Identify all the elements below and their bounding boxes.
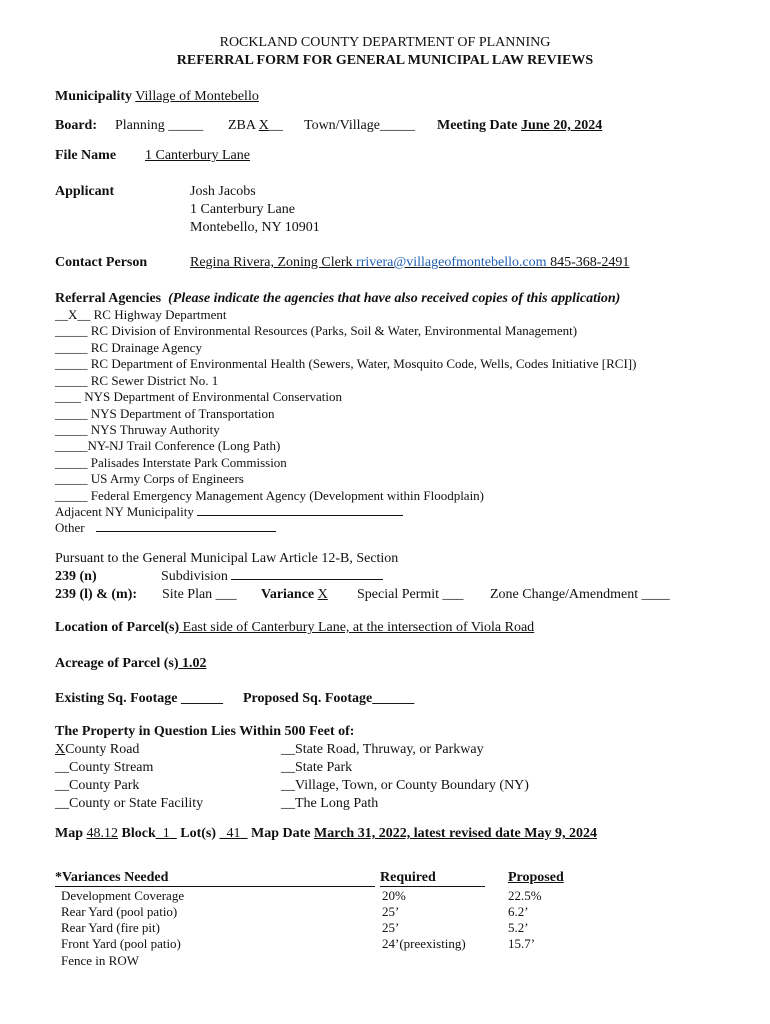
adjacent-municipality xyxy=(55,504,403,520)
within-county-stream-mark: __ xyxy=(55,760,69,775)
applicant-name: Josh Jacobs xyxy=(190,184,256,199)
contact-name: Regina Rivera, Zoning Clerk xyxy=(190,255,353,270)
within-state-park xyxy=(281,759,352,777)
section-239n: 239 (n) xyxy=(55,569,97,584)
lot-value: _41_ xyxy=(219,826,248,841)
municipality-row xyxy=(55,88,259,106)
variance-required: 20% xyxy=(382,888,406,903)
within-state-road-text: State Road, Thruway, or Parkway xyxy=(295,742,484,757)
zone-change: Zone Change/Amendment ____ xyxy=(490,587,670,602)
variance-item: Development Coverage xyxy=(61,888,185,903)
special-permit: Special Permit ___ xyxy=(357,587,464,602)
variance-required: 25’ xyxy=(382,920,400,935)
site-plan: Site Plan ___ xyxy=(162,587,237,602)
location-label: Location of Parcel(s) xyxy=(55,620,180,635)
location-row xyxy=(55,619,534,637)
board-planning: Planning _____ xyxy=(115,118,204,133)
agency-nys-dot: _____ NYS Department of Transportation xyxy=(55,406,275,421)
agency-nys-thruway: _____ NYS Thruway Authority xyxy=(55,422,220,437)
variance-proposed: 6.2’ xyxy=(508,904,529,919)
agency-fema: _____ Federal Emergency Management Agency (Development within Floodplain) xyxy=(55,488,485,503)
board-town-village: Town/Village_____ xyxy=(304,118,415,133)
meeting-date-value: June 20, 2024 xyxy=(520,118,603,133)
referral-label: Referral Agencies xyxy=(55,291,162,306)
file-name-label: File Name xyxy=(55,148,117,163)
map-label: Map xyxy=(55,826,83,841)
agency-nys-dec: ____ NYS Department of Environmental Conservation xyxy=(55,389,343,404)
subdivision-row xyxy=(161,568,383,586)
within-state-road-mark: __ xyxy=(281,742,295,757)
zba-value: X xyxy=(258,118,269,133)
within-long-path-text: The Long Path xyxy=(295,796,379,811)
variance-label: Variance xyxy=(261,587,315,602)
within-county-road-mark: X xyxy=(55,742,66,757)
agency-rc-drainage: _____ RC Drainage Agency xyxy=(55,340,202,355)
block-label: Block xyxy=(121,826,156,841)
referral-heading xyxy=(55,290,620,308)
agency-rc-environmental: _____ RC Division of Environmental Resources (Parks, Soil & Water, Environmental Management) xyxy=(55,323,578,338)
file-name-value: 1 Canterbury Lane xyxy=(145,148,250,163)
within-county-park xyxy=(55,777,139,795)
within-boundary-mark: __ xyxy=(281,778,295,793)
applicant-city: Montebello, NY 10901 xyxy=(190,220,320,235)
variance-item: Fence in ROW xyxy=(61,953,139,968)
agency-rc-sewer: _____ RC Sewer District No. 1 xyxy=(55,373,219,388)
adjacent-label: Adjacent NY Municipality xyxy=(55,504,194,519)
proposed-footage-blank: ______ xyxy=(372,691,415,706)
variance-proposed: 5.2’ xyxy=(508,920,529,935)
variance-row xyxy=(261,586,328,604)
map-date-label: Map Date xyxy=(251,826,311,841)
variance-proposed: 15.7’ xyxy=(508,936,536,951)
applicant-street: 1 Canterbury Lane xyxy=(190,202,295,217)
block-value: _1_ xyxy=(155,826,177,841)
applicant-label: Applicant xyxy=(55,184,115,199)
location-value: East side of Canterbury Lane, at the intersection of Viola Road xyxy=(179,620,535,635)
map-row xyxy=(55,825,597,843)
within-county-park-mark: __ xyxy=(55,778,69,793)
acreage-row xyxy=(55,655,206,673)
within-state-road xyxy=(281,741,484,759)
meeting-date-label: Meeting Date xyxy=(437,118,518,133)
other-blank xyxy=(96,521,276,532)
agency-rc-highway: __X__ RC Highway Department xyxy=(55,307,227,322)
map-date-value: March 31, 2022, latest revised date May 9, 2024 xyxy=(314,826,597,841)
zba-trail: __ xyxy=(268,118,283,133)
lot-label: Lot(s) xyxy=(180,826,217,841)
contact-phone: 845-368-2491 xyxy=(550,255,630,270)
pursuant-text: Pursuant to the General Municipal Law Article 12-B, Section xyxy=(55,551,399,566)
municipality-value: Village of Montebello xyxy=(135,89,259,104)
within-boundary xyxy=(281,777,529,795)
within-long-path-mark: __ xyxy=(281,796,295,811)
within-county-stream-text: County Stream xyxy=(69,760,154,775)
board-label: Board: xyxy=(55,118,97,133)
within-state-park-mark: __ xyxy=(281,760,295,775)
municipality-label: Municipality xyxy=(55,89,133,104)
proposed-footage-label: Proposed Sq. Footage xyxy=(243,691,373,706)
variance-item: Rear Yard (fire pit) xyxy=(61,920,160,935)
meeting-date-row xyxy=(437,117,602,135)
within-title: The Property in Question Lies Within 500 Feet of: xyxy=(55,724,355,739)
variances-proposed-header: Proposed xyxy=(508,870,564,885)
variances-needed-header: *Variances Needed xyxy=(55,869,375,887)
subdivision-label: Subdivision xyxy=(161,569,228,584)
within-county-park-text: County Park xyxy=(69,778,140,793)
variance-proposed: 22.5% xyxy=(508,888,542,903)
within-county-road-text: County Road xyxy=(65,742,140,757)
form-title: REFERRAL FORM FOR GENERAL MUNICIPAL LAW REVIEWS xyxy=(176,53,594,68)
section-239lm: 239 (l) & (m): xyxy=(55,587,138,602)
agency-army-corps: _____ US Army Corps of Engineers xyxy=(55,471,244,486)
within-county-facility-mark: __ xyxy=(55,796,69,811)
acreage-label: Acreage of Parcel (s) xyxy=(55,656,179,671)
contact-label: Contact Person xyxy=(55,255,148,270)
variance-required: 25’ xyxy=(382,904,400,919)
within-state-park-text: State Park xyxy=(295,760,353,775)
agency-trail-conference: _____NY-NJ Trail Conference (Long Path) xyxy=(55,438,281,453)
zba-label: ZBA xyxy=(228,118,256,133)
acreage-value: 1.02 xyxy=(178,656,207,671)
within-county-facility-text: County or State Facility xyxy=(69,796,204,811)
referral-instruction: (Please indicate the agencies that have also received copies of this application) xyxy=(168,291,621,306)
adjacent-blank xyxy=(197,505,403,516)
variances-required-header: Required xyxy=(380,869,485,887)
within-boundary-text: Village, Town, or County Boundary (NY) xyxy=(295,778,529,793)
contact-email-link[interactable]: rrivera@villageofmontebello.com xyxy=(356,255,547,270)
agency-palisades: _____ Palisades Interstate Park Commission xyxy=(55,455,287,470)
contact-row xyxy=(190,254,629,272)
department-heading: ROCKLAND COUNTY DEPARTMENT OF PLANNING xyxy=(219,35,551,50)
variance-required: 24’(preexisting) xyxy=(382,936,466,951)
existing-footage: Existing Sq. Footage ______ xyxy=(55,691,224,706)
agency-rc-health: _____ RC Department of Environmental Health (Sewers, Water, Mosquito Code, Wells, Codes Initiative [RCI]) xyxy=(55,356,637,371)
variance-item: Rear Yard (pool patio) xyxy=(61,904,178,919)
within-county-facility xyxy=(55,795,203,813)
subdivision-blank xyxy=(231,568,383,580)
within-county-road xyxy=(55,741,139,759)
variance-value: X xyxy=(317,587,328,602)
proposed-footage-row xyxy=(243,690,414,708)
within-long-path xyxy=(281,795,378,813)
map-value: 48.12 xyxy=(86,826,118,841)
variance-item: Front Yard (pool patio) xyxy=(61,936,181,951)
within-county-stream xyxy=(55,759,153,777)
other-label: Other xyxy=(55,520,85,535)
board-zba xyxy=(228,117,283,135)
other-row xyxy=(55,520,276,536)
